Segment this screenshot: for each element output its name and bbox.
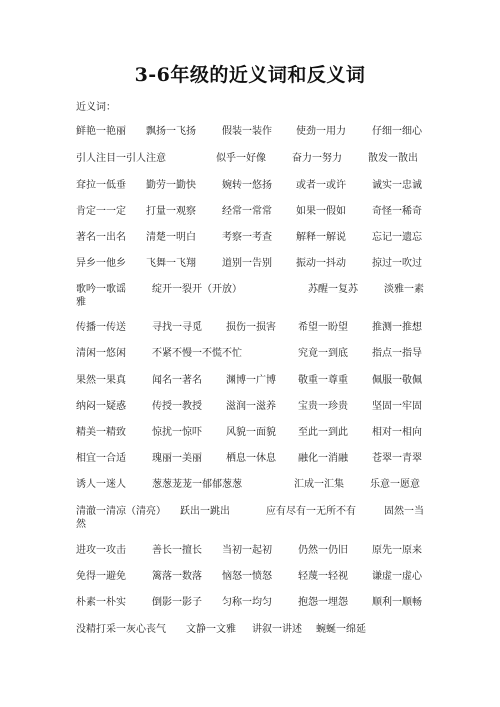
word-pair: 汇成一汇集 xyxy=(294,479,344,490)
word-pair: 传授一教授 xyxy=(152,401,202,412)
word-pair: 解释一解说 xyxy=(296,232,346,243)
word-pair: 进攻一攻击 xyxy=(76,545,126,556)
word-pair: 传播一传送 xyxy=(76,322,126,333)
word-pair: 原先一原来 xyxy=(372,545,422,556)
word-continuation: 然 xyxy=(76,519,86,530)
word-row xyxy=(76,205,436,219)
word-row xyxy=(76,179,436,193)
word-pair: 没精打采一灰心丧气 xyxy=(76,624,166,635)
word-pair: 歌吟一歌谣 xyxy=(76,284,126,295)
word-row xyxy=(76,283,436,297)
word-pair: 寻找一寻觅 xyxy=(152,322,202,333)
word-row xyxy=(76,321,436,335)
word-pair: 恼怒一愤怒 xyxy=(222,571,272,582)
word-pair: 精美一精致 xyxy=(76,427,126,438)
word-row xyxy=(76,478,436,492)
word-pair: 绽开一裂开（开放） xyxy=(152,284,242,295)
word-row xyxy=(76,257,436,271)
word-pair: 谦虚一虚心 xyxy=(372,571,422,582)
word-pair: 考察一考查 xyxy=(222,232,272,243)
word-row xyxy=(76,570,436,584)
word-pair: 如果一假如 xyxy=(296,206,346,217)
word-pair: 仔细一细心 xyxy=(372,126,422,137)
word-pair: 匀称一均匀 xyxy=(222,597,272,608)
word-continuation: 雅 xyxy=(76,297,86,308)
word-pair: 诚实一忠诚 xyxy=(372,180,422,191)
word-pair: 渊博一广博 xyxy=(226,375,276,386)
word-pair: 仍然一仍旧 xyxy=(298,545,348,556)
word-pair: 纳闷一疑惑 xyxy=(76,401,126,412)
word-pair: 滋润一滋养 xyxy=(226,401,276,412)
word-pair: 究竟一到底 xyxy=(298,348,348,359)
word-pair: 经常一常常 xyxy=(222,206,272,217)
word-pair: 瑰丽一美丽 xyxy=(152,453,202,464)
word-pair: 惊扰一惊吓 xyxy=(152,427,202,438)
word-pair: 相对一相向 xyxy=(372,427,422,438)
word-pair: 损伤一损害 xyxy=(226,322,276,333)
word-pair: 倒影一影子 xyxy=(152,597,202,608)
word-pair: 飘扬一飞扬 xyxy=(146,126,196,137)
word-pair: 佩服一敬佩 xyxy=(372,375,422,386)
word-pair: 固然一当 xyxy=(384,506,424,517)
word-row xyxy=(76,374,436,388)
word-pair: 指点一指导 xyxy=(372,348,422,359)
word-pair: 著名一出名 xyxy=(76,232,126,243)
word-pair: 散发一散出 xyxy=(368,153,418,164)
word-pair: 似乎一好像 xyxy=(216,153,266,164)
word-pair: 讲叙一讲述 xyxy=(252,624,302,635)
word-pair: 融化一消融 xyxy=(298,453,348,464)
word-pair: 顺利一顺畅 xyxy=(372,597,422,608)
word-pair: 敬重一尊重 xyxy=(298,375,348,386)
word-pair: 掠过一吹过 xyxy=(372,258,422,269)
word-pair: 篱落一数落 xyxy=(152,571,202,582)
word-pair: 引人注目一引人注意 xyxy=(76,153,166,164)
word-pair: 不紧不慢一不慌不忙 xyxy=(152,348,242,359)
word-row xyxy=(76,505,436,519)
word-row xyxy=(76,347,436,361)
word-pair: 抱怨一埋怨 xyxy=(298,597,348,608)
word-row xyxy=(76,452,436,466)
word-pair: 宝贵一珍贵 xyxy=(298,401,348,412)
word-pair: 清闲一悠闲 xyxy=(76,348,126,359)
word-pair: 飞舞一飞翔 xyxy=(146,258,196,269)
word-pair: 蜿蜒一绵延 xyxy=(316,624,366,635)
word-pair: 鲜艳一艳丽 xyxy=(76,126,126,137)
word-pair: 朴素一朴实 xyxy=(76,597,126,608)
word-pair: 跃出一跳出 xyxy=(180,506,230,517)
word-pair: 轻蔑一轻视 xyxy=(298,571,348,582)
word-pair: 相宜一合适 xyxy=(76,453,126,464)
word-row xyxy=(76,544,436,558)
word-pair: 闻名一著名 xyxy=(152,375,202,386)
word-pair: 葱葱茏茏一郁郁葱葱 xyxy=(152,479,242,490)
word-pair: 耷拉一低垂 xyxy=(76,180,126,191)
word-pair: 坚固一牢固 xyxy=(372,401,422,412)
word-row xyxy=(76,400,436,414)
word-pair: 使劲一用力 xyxy=(296,126,346,137)
word-pair: 应有尽有一无所不有 xyxy=(266,506,356,517)
word-row xyxy=(76,125,436,139)
word-pair: 道别一告别 xyxy=(222,258,272,269)
word-pair: 栖息一休息 xyxy=(226,453,276,464)
word-pair: 文静一文雅 xyxy=(186,624,236,635)
word-pair: 打量一观察 xyxy=(146,206,196,217)
word-pair: 至此一到此 xyxy=(298,427,348,438)
word-pair: 婉转一悠扬 xyxy=(222,180,272,191)
word-pair: 忘记一遗忘 xyxy=(372,232,422,243)
word-row xyxy=(76,152,436,166)
section-label-synonyms: 近义词： xyxy=(76,102,116,113)
word-row xyxy=(76,596,436,610)
page-title: 3-6年级的近义词和反义词 xyxy=(134,64,366,86)
word-pair: 淡雅一素 xyxy=(384,284,424,295)
word-pair: 异乡一他乡 xyxy=(76,258,126,269)
word-pair: 假装一装作 xyxy=(222,126,272,137)
word-pair: 风貌一面貌 xyxy=(226,427,276,438)
word-pair: 希望一盼望 xyxy=(298,322,348,333)
word-pair: 苍翠一青翠 xyxy=(372,453,422,464)
word-pair: 诱人一迷人 xyxy=(76,479,126,490)
word-pair: 奋力一努力 xyxy=(292,153,342,164)
word-pair: 善长一擅长 xyxy=(152,545,202,556)
word-pair: 苏醒一复苏 xyxy=(308,284,358,295)
word-pair: 勤劳一勤快 xyxy=(146,180,196,191)
word-pair: 果然一果真 xyxy=(76,375,126,386)
word-pair: 或者一或许 xyxy=(296,180,346,191)
word-pair: 奇怪一稀奇 xyxy=(372,206,422,217)
word-pair: 推测一推想 xyxy=(372,322,422,333)
word-pair: 振动一抖动 xyxy=(296,258,346,269)
word-pair: 免得一避免 xyxy=(76,571,126,582)
word-row xyxy=(76,623,436,637)
word-pair: 肯定一一定 xyxy=(76,206,126,217)
word-pair: 清楚一明白 xyxy=(146,232,196,243)
word-pair: 乐意一愿意 xyxy=(370,479,420,490)
word-pair: 当初一起初 xyxy=(222,545,272,556)
word-pair: 清澈一清凉（清亮） xyxy=(76,506,166,517)
word-row xyxy=(76,426,436,440)
word-row xyxy=(76,231,436,245)
